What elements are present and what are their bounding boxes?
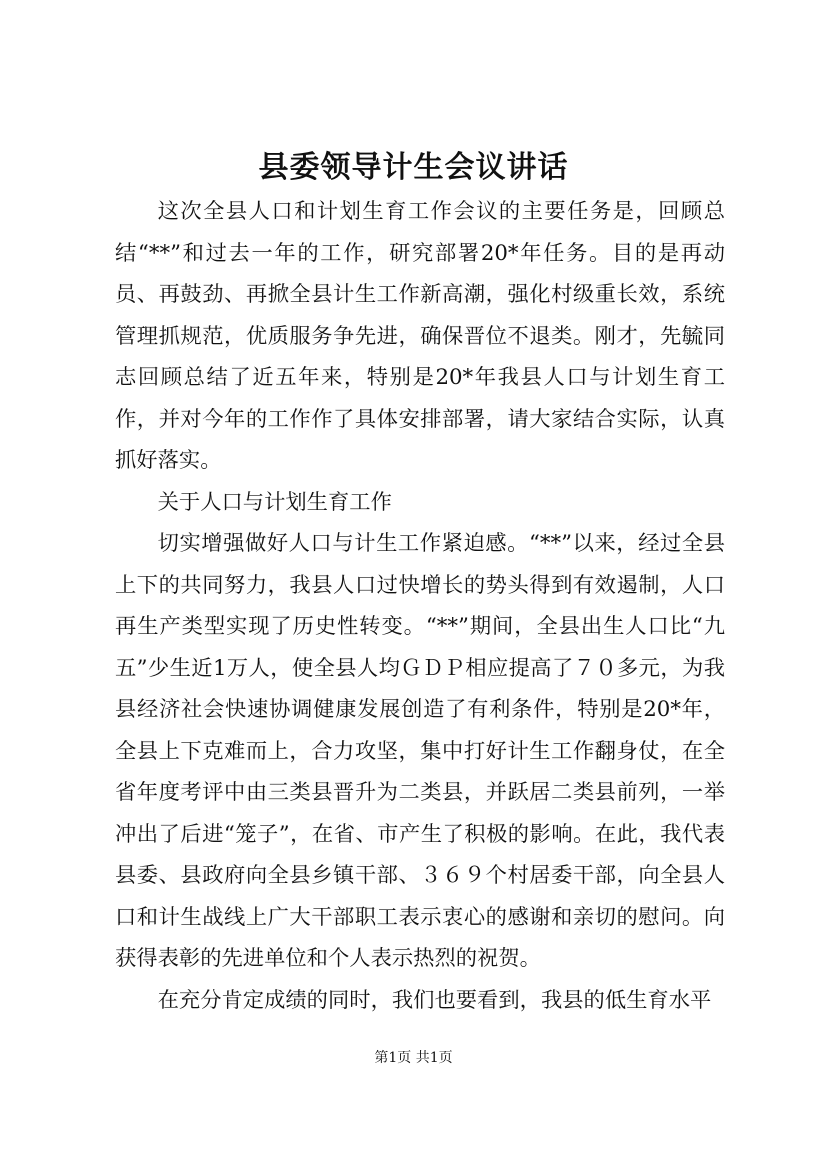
document-body — [115, 191, 725, 1021]
paragraph: 在充分肯定成绩的同时，我们也要看到，我县的低生育水平 — [157, 987, 712, 1013]
section-heading: 关于人口与计划生育工作 — [157, 489, 392, 515]
document-title: 县委领导计生会议讲话 — [258, 150, 569, 185]
paragraph: 切实增强做好人口与计生工作紧迫感。“**”以来，经过全县上下的共同努力，我县人口过快增长的势头得到有效遏制，人口再生产类型实现了历史性转变。“**”期间，全县出生人口比“九五”少生近1万人，使全县人均ＧＤＰ相应提高了７０多元，为我县经济社会快速协调健康发展创造了有利条件，特别是20*年，全县上下克难而上，合力攻坚，集中打好计生工作翻身仗，在全省年度考评中由三类县晋升为二类县，并跃居二类县前列，一举冲出了后进“笼子”，在省、市产生了积极的影响。在此，我代表县委、县政府向全县乡镇干部、３６９个村居委干部，向全县人口和计生战线上广大干部职工表示衷心的感谢和亲切的慰问。向获得表彰的先进单位和个人表示热烈的祝贺。 — [115, 531, 725, 971]
page-footer: 第1页 共1页 — [374, 1050, 453, 1066]
paragraph: 这次全县人口和计划生育工作会议的主要任务是，回顾总结“**”和过去一年的工作，研究部署20*年任务。目的是再动员、再鼓劲、再掀全县计生工作新高潮，强化村级重长效，系统管理抓规范，优质服务争先进，确保晋位不退类。刚才，先毓同志回顾总结了近五年来，特别是20*年我县人口与计划生育工作，并对今年的工作作了具体安排部署，请大家结合实际，认真抓好落实。 — [115, 199, 725, 473]
